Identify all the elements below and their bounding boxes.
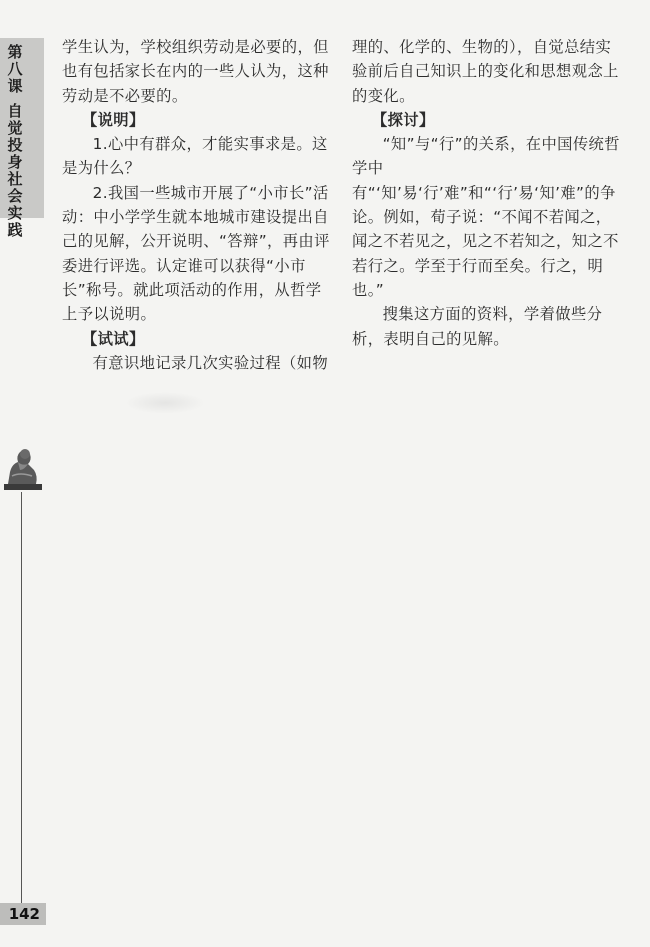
- thinker-statue-icon: [2, 440, 44, 492]
- paragraph: 1.心中有群众，才能实事求是。这是为什么？: [62, 135, 328, 178]
- paragraph: 有意识地记录几次实验过程（如物: [92, 353, 329, 372]
- title-char: 社: [7, 170, 23, 188]
- paragraph: “知”与“行”的关系，在中国传统哲学中有“‘知’易‘行’难”和“‘行’易‘知’难”的争论。例如，荀子说：“不闻不若闻之，闻之不若见之，见之不若知之，知之不若行之。学至于行而至矣。行之，明也。”: [352, 135, 620, 299]
- paragraph: 学生认为，学校组织劳动是必要的，但也有包括家长在内的一些人认为，这种劳动是不必要的。: [62, 38, 329, 105]
- section-heading-explain: 【说明】: [81, 110, 145, 129]
- title-char: 践: [7, 221, 23, 239]
- section-heading-discuss: 【探讨】: [371, 110, 435, 129]
- right-column: [352, 35, 626, 351]
- title-char: 身: [7, 153, 23, 171]
- scan-smudge: [125, 392, 205, 414]
- paragraph: 搜集这方面的资料，学着做些分析，表明自己的见解。: [352, 305, 603, 348]
- section-heading-try: 【试试】: [81, 329, 145, 348]
- left-column: [62, 35, 334, 375]
- lesson-char: 课: [7, 77, 23, 95]
- title-char: 投: [7, 136, 23, 154]
- page-number: 142: [0, 903, 46, 925]
- lesson-char: 八: [7, 60, 23, 78]
- title-char: 自: [7, 102, 23, 120]
- title-char: 觉: [7, 119, 23, 137]
- lesson-char: 第: [7, 43, 23, 61]
- paragraph: 2.我国一些城市开展了“小市长”活动：中小学学生就本地城市建设提出自己的见解，公开说明、“答辩”，再由评委进行评选。认定谁可以获得“小市长”称号。就此项活动的作用，从哲学上予以说明。: [62, 183, 330, 324]
- paragraph: 理的、化学的、生物的），自觉总结实验前后自己知识上的变化和思想观念上的变化。: [352, 38, 619, 105]
- margin-rule: [21, 492, 22, 904]
- chapter-title-vertical: [6, 44, 24, 239]
- title-char: 实: [7, 204, 23, 222]
- title-char: 会: [7, 187, 23, 205]
